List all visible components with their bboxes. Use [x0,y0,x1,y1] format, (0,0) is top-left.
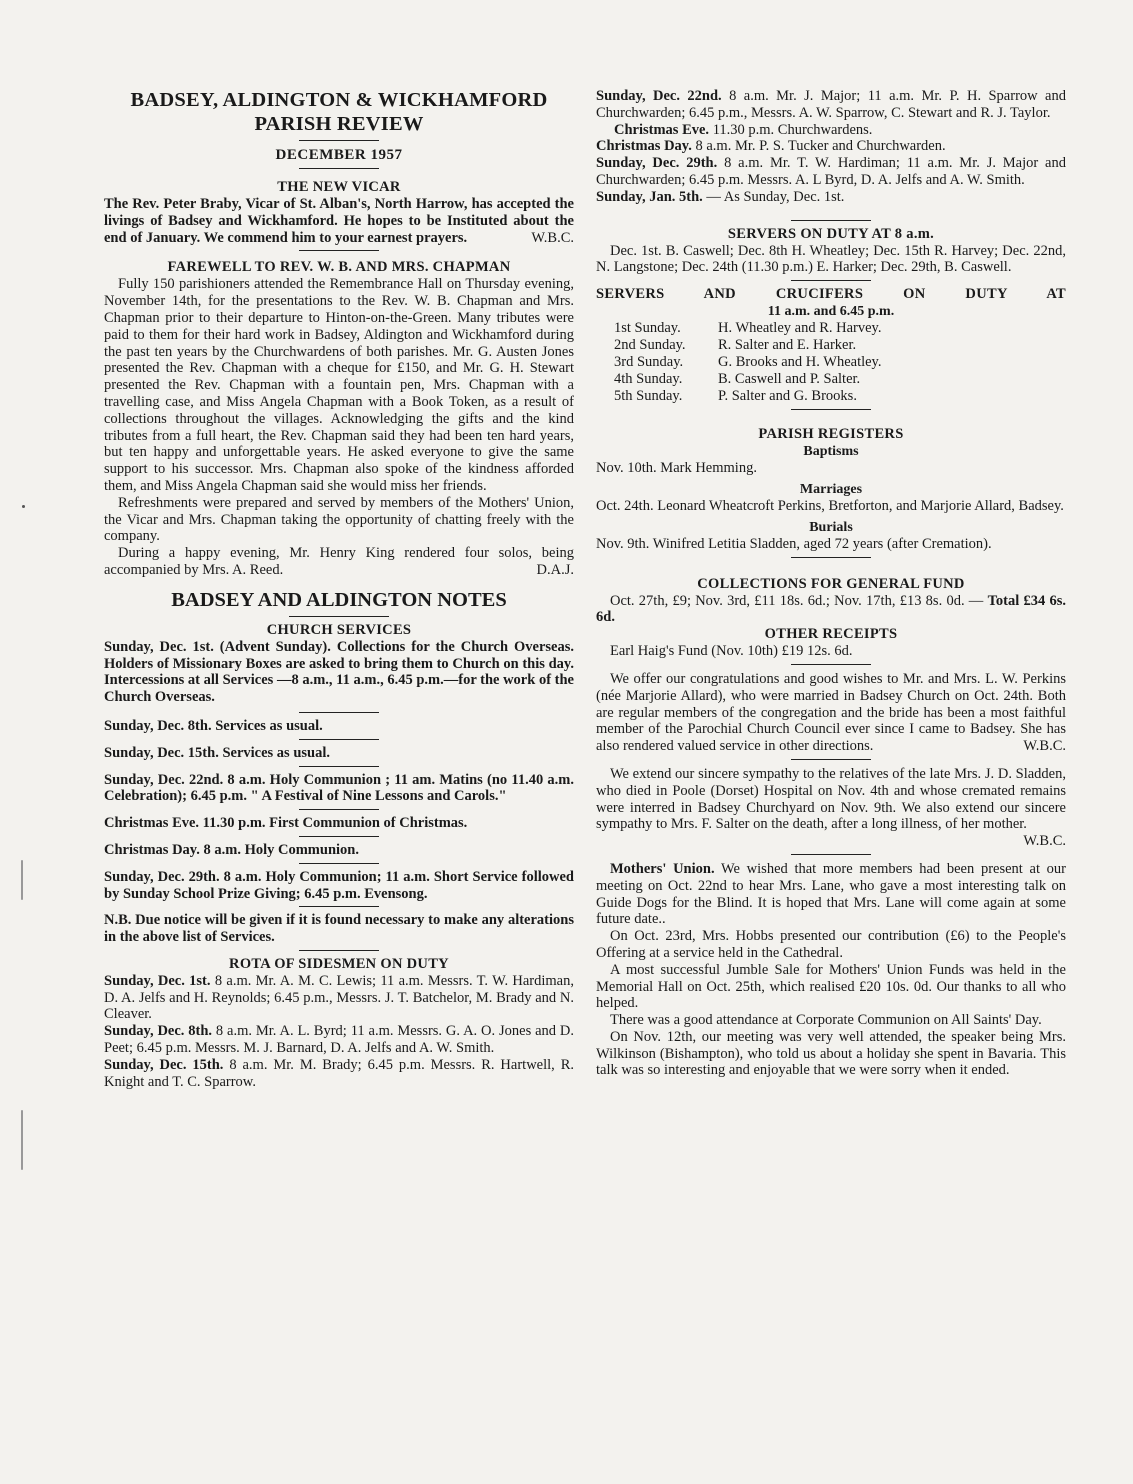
sidesmen-dec-15 [104,1057,574,1091]
farewell-signature: D.A.J. [536,561,574,578]
registers-heading: PARISH REGISTERS [758,426,904,443]
sidesmen-christmas-eve [596,122,1066,139]
collections-text: Oct. 27th, £9; Nov. 3rd, £11 18s. 6d.; Nov. 17th, £13 8s. 0d. — [610,592,988,609]
sidesmen-dec-22-date: Sunday, Dec. 22nd. [596,88,722,104]
crucifers-row [596,354,1066,371]
sympathy-signature: W.B.C. [1023,833,1066,850]
mothers-union-lead: Mothers' Union. [610,860,715,877]
farewell-heading: FAREWELL TO REV. W. B. AND MRS. CHAPMAN [167,259,511,276]
sympathy-text: We extend our sincere sympathy to the relatives of the late Mrs. J. D. Sladden, who died in Poole (Dorset) Hospital on Nov. 4th and whose cremated remains were interred in Badsey Churchyard on Nov. 9th. We also extend our sincere sympathy to Mrs. F. Salter on the death, after a long illness, of her mother. [596,765,1066,833]
divider [791,664,871,665]
divider [791,220,871,221]
divider [791,557,871,558]
new-vicar-text [104,196,574,246]
sidesmen-dec-29-date: Sunday, Dec. 29th. [596,155,718,172]
sidesmen-dec-15-date: Sunday, Dec. 15th. [104,1056,224,1073]
other-receipts-entry: Earl Haig's Fund (Nov. 10th) £19 12s. 6d. [610,643,853,660]
divider [299,809,379,810]
burials-entry: Nov. 9th. Winifred Letitia Sladden, aged 72 years (after Cremation). [596,535,992,552]
divider [299,906,379,907]
farewell-paragraph-2: Refreshments were prepared and served by members of the Mothers' Union, the Vicar and Mrs. Chapman taking the opportunity of chatting freely with the company. [104,494,574,545]
divider [791,280,871,281]
divider [791,854,871,855]
service-dec-29: Sunday, Dec. 29th. 8 a.m. Holy Communion; 11 a.m. Short Service followed by Sunday School Prize Giving; 6.45 p.m. Evensong. [104,868,574,902]
sidesmen-dec-22 [596,88,1066,122]
service-dec-8: Sunday, Dec. 8th. Services as usual. [104,717,323,734]
farewell-paragraph-3 [104,545,574,579]
mothers-union-paragraph-1 [596,861,1066,928]
crucifers-week: 1st Sunday. [614,320,681,337]
sidesmen-dec-1-names: 8 a.m. Mr. A. M. C. Lewis; 11 a.m. Messrs. T. W. Hardiman, D. A. Jelfs and H. Reynolds; 6.45 p.m., Messrs. J. T. Batchelor, M. Brady and N. Cleaver. [104,972,574,1023]
crucifers-week: 5th Sunday. [614,388,683,405]
sidesmen-dec-8 [104,1023,574,1057]
sidesmen-jan-5-date: Sunday, Jan. 5th. [596,188,703,205]
service-dec-22: Sunday, Dec. 22nd. 8 a.m. Holy Communion ; 11 am. Matins (no 11.40 a.m. Celebration); 6.45 p.m. " A Festival of Nine Lessons and Carols." [104,771,574,805]
crucifers-names: R. Salter and E. Harker. [718,337,857,354]
crucifers-week: 2nd Sunday. [614,337,686,354]
church-services-heading: CHURCH SERVICES [266,621,412,638]
baptisms-label: Baptisms [803,444,859,460]
sidesmen-dec-8-date: Sunday, Dec. 8th. [104,1023,213,1040]
crucifers-week: 3rd Sunday. [614,354,684,371]
new-vicar-heading: THE NEW VICAR [277,179,401,195]
sidesmen-jan-5-names: — As Sunday, Dec. 1st. [702,188,845,205]
marriages-entry: Oct. 24th. Leonard Wheatcroft Perkins, Bretforton, and Marjorie Allard, Badsey. [596,497,1064,514]
servers-8am-text: Dec. 1st. B. Caswell; Dec. 8th H. Wheatley; Dec. 15th R. Harvey; Dec. 22nd, N. Langstone; Dec. 24th (11.30 p.m.) E. Harker; Dec. 29th, B. Caswell. [596,242,1066,276]
crucifers-names: G. Brooks and H. Wheatley. [718,354,882,371]
crucifers-names: P. Salter and G. Brooks. [718,388,857,405]
print-fleck [22,505,25,508]
collections-total: Total £34 6s. 6d. [596,592,1067,626]
crucifers-week: 4th Sunday. [614,371,683,388]
masthead-title-line1: BADSEY, ALDINGTON & WICKHAMFORD [130,89,548,111]
divider [299,739,379,740]
print-fleck [21,860,23,900]
print-fleck [21,1110,23,1170]
mothers-union-text-1: We wished that more members had been present at our meeting on Oct. 22nd to hear Mrs. Lane, who gave a most interesting talk on Guide Dogs for the Blind. It is hoped that Mrs. Lane will come again at some future date.. [596,860,1067,928]
sidesmen-dec-29 [596,155,1066,189]
sidesmen-dec-15-names: 8 a.m. Mr. M. Brady; 6.45 p.m. Messrs. R. Hartwell, R. Knight and T. C. Sparrow. [104,1056,574,1090]
divider [299,250,379,251]
farewell-paragraph-3-text: During a happy evening, Mr. Henry King rendered four solos, being accompanied by Mrs. A. Reed. [104,545,574,578]
mothers-union-paragraph-2: On Oct. 23rd, Mrs. Hobbs presented our contribution (£6) to the People's Offering at a service held in the Cathedral. [596,928,1066,961]
congratulations-signature: W.B.C. [1023,738,1066,755]
crucifers-names: H. Wheatley and R. Harvey. [718,320,882,337]
mothers-union-paragraph-3: A most successful Jumble Sale for Mothers' Union Funds was held in the Memorial Hall on Oct. 25th, which realised £20 10s. 0d. Our thanks to all who helped. [596,961,1066,1012]
crucifers-rota [596,320,1066,405]
other-receipts-heading: OTHER RECEIPTS [764,626,898,643]
crucifers-row [596,371,1066,388]
sidesmen-dec-1 [104,973,574,1023]
mothers-union-paragraph-5: On Nov. 12th, our meeting was very well attended, the speaker being Mrs. Wilkinson (Bishampton), who told us about a holiday she spent in Bavaria. This talk was so interesting and enjoyable that we were sorry when it ended. [596,1028,1066,1079]
divider [791,759,871,760]
sidesmen-jan-5 [596,189,1066,206]
divider [299,140,379,141]
crucifers-names: B. Caswell and P. Salter. [718,371,861,388]
sidesmen-christmas-day-date: Christmas Day. [596,138,692,155]
sidesmen-christmas-eve-date: Christmas Eve. [614,121,710,138]
right-column [596,88,1066,1079]
issue-date: DECEMBER 1957 [275,147,403,163]
divider [299,950,379,951]
sidesmen-dec-29-names: 8 a.m. Mr. T. W. Hardiman; 11 a.m. Mr. J. Major and Churchwarden; 6.45 p.m. Messrs. A. L Byrd, D. A. Jelfs and A. W. Smith. [596,155,1066,188]
new-vicar-body: The Rev. Peter Braby, Vicar of St. Alban's, North Harrow, has accepted the livings of Badsey and Wickhamford. He hopes to be Instituted about the end of January. We commend him to your earnest prayers. [104,196,574,246]
service-christmas-day: Christmas Day. 8 a.m. Holy Communion. [104,841,359,858]
divider [299,836,379,837]
crucifers-subheading: 11 a.m. and 6.45 p.m. [767,304,895,320]
left-column [104,88,574,1090]
sidesmen-dec-22-names: 8 a.m. Mr. J. Major; 11 a.m. Mr. P. H. Sparrow and Churchwarden; 6.45 p.m., Messrs. A. W. Sparrow, C. Stewart and R. J. Taylor. [596,88,1066,121]
crucifers-row [596,337,1066,354]
mothers-union-paragraph-4: There was a good attendance at Corporate Communion on All Saints' Day. [610,1012,1042,1029]
servers-8am-heading: SERVERS ON DUTY AT 8 a.m. [727,225,935,242]
collections-heading: COLLECTIONS FOR GENERAL FUND [697,575,965,592]
crucifers-row [596,320,1066,337]
divider [299,863,379,864]
marriages-label: Marriages [799,481,863,497]
masthead [104,88,574,136]
congratulations-text: We offer our congratulations and good wishes to Mr. and Mrs. L. W. Perkins (née Marjorie Allard), who were married in Badsey Church on Oct. 24th. Both are regular members of the congregation and the bride has been a most faithful member of the Parochial Church Council ever since I came to Badsey. She has also rendered valued service in other directions. [596,670,1066,755]
sidesmen-dec-8-names: 8 a.m. Mr. A. L. Byrd; 11 a.m. Messrs. G. A. O. Jones and D. Peet; 6.45 p.m. Messrs. M. J. Barnard, D. A. Jelfs and A. W. Smith. [104,1023,574,1057]
divider [289,616,389,617]
sidesmen-heading: ROTA OF SIDESMEN ON DUTY [229,955,449,972]
divider [299,766,379,767]
service-dec-1: Sunday, Dec. 1st. (Advent Sunday). Collections for the Church Overseas. Holders of Missionary Boxes are asked to bring them to Church on this day. Intercessions at all Services —8 a.m., 11 a.m., 6.45 p.m.—for the work of the Church Overseas. [104,638,574,706]
services-note: N.B. Due notice will be given if it is found necessary to make any alterations in the above list of Services. [104,912,574,946]
notes-heading: BADSEY AND ALDINGTON NOTES [171,588,507,611]
masthead-title-line2: PARISH REVIEW [254,113,424,135]
sidesmen-dec-1-date: Sunday, Dec. 1st. [104,972,211,989]
divider [791,409,871,410]
burials-label: Burials [809,519,853,535]
sympathy-paragraph [596,765,1066,850]
sidesmen-christmas-eve-names: 11.30 p.m. Churchwardens. [709,121,873,138]
sidesmen-christmas-day [596,138,1066,155]
farewell-paragraph-1: Fully 150 parishioners attended the Remembrance Hall on Thursday evening, November 14th, for the presentations to the Rev. W. B. Chapman and Mrs. Chapman prior to their departure to Hinton-on-the-Green. Many tributes were paid to them for their hard work in Badsey, Aldington and Wickhamford during the past ten years by the Churchwardens of both parishes. Mr. G. Austen Jones presented the Rev. Chapman with a cheque for £150, and Mr. G. H. Stewart presented the Rev. Chapman with a fountain pen, Mrs. Chapman with a travelling case, and Miss Angela Chapman with a Book Token, as a result of collections throughout the villages. Acknowledging the gifts and the kind tributes from a full heart, the Rev. Chapman said they had been ten hard years, but ten happy and unforgettable years. He asked everyone to give the same support to his successor. Mrs. Chapman also spoke of the kindness afforded them, and Miss Angela Chapman said she would miss her friends. [104,276,574,494]
service-dec-15: Sunday, Dec. 15th. Services as usual. [104,744,330,761]
new-vicar-signature: W.B.C. [531,229,574,246]
sidesmen-christmas-day-names: 8 a.m. Mr. P. S. Tucker and Churchwarden. [691,138,946,155]
baptisms-entry: Nov. 10th. Mark Hemming. [596,460,757,477]
collections-entry [596,593,1066,627]
service-christmas-eve: Christmas Eve. 11.30 p.m. First Communion of Christmas. [104,815,468,832]
congratulations-paragraph [596,671,1066,755]
crucifers-row [596,388,1066,405]
crucifers-heading: SERVERS AND CRUCIFERS ON DUTY AT [596,286,1066,303]
divider [299,168,379,169]
divider [299,712,379,713]
